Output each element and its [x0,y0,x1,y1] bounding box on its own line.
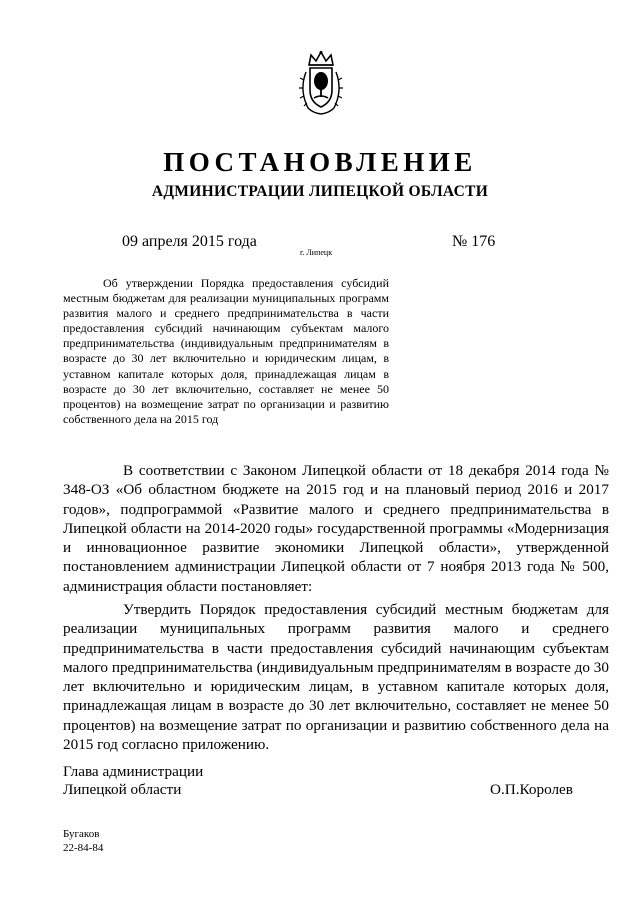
body-paragraph-2: Утвердить Порядок предоставления субсидий местным бюджетам для реализации муниципальных программ развития малого и среднего предпринимательства в части предоставления субсидий начинающим субъектам малого предпринимательства (индивидуальным предпринимателям в возрасте до 30 лет включительно и юридическим лицам, в уставном капитале которых доля, принадлежащая лицам в возрасте до 30 лет включительно, составляет не менее 50 процентов) на возмещение затрат по организации и развитию собственного дела на 2015 год согласно приложению. [63,601,609,754]
coat-of-arms-icon [297,50,345,116]
signature-position-line1: Глава администрации [63,763,204,780]
document-preamble: Об утверждении Порядка предоставления субсидий местным бюджетам для реализации муниципальных программ развития малого и среднего предпринимательства в части предоставления субсидий начинающим субъектам малого предпринимательства (индивидуальным предпринимателям в возрасте до 30 лет включительно и юридическим лицам, в уставном капитале которых доля, принадлежащая лицам в возрасте до 30 лет включительно, составляет не менее 50 процентов) на возмещение затрат по организации и развитию собственного дела на 2015 год [63,276,389,426]
body-paragraph-1: В соответствии с Законом Липецкой области от 18 декабря 2014 года № 348-ОЗ «Об областном бюджете на 2015 год и на плановый период 2016 и 2017 годов», подпрограммой «Развитие малого и среднего предпринимательства в Липецкой области на 2014-2020 годы» государственной программы «Модернизация и инновационное развитие экономики Липецкой области», утвержденной постановлением администрации Липецкой области от 7 ноября 2013 года № 500, администрация области постановляет: [63,462,609,595]
document-date: 09 апреля 2015 года [122,233,257,250]
signature-position [63,763,203,799]
signature-name: О.П.Королев [490,781,573,798]
document-city: г. Липецк [300,248,333,257]
document-number: № 176 [452,233,496,250]
page-title: ПОСТАНОВЛЕНИЕ [163,147,477,177]
executor-name: Бугаков [63,828,100,840]
page-subtitle: АДМИНИСТРАЦИИ ЛИПЕЦКОЙ ОБЛАСТИ [151,183,489,200]
executor-phone: 22-84-84 [63,842,104,854]
signature-position-line2: Липецкой области [63,781,182,798]
executor-info [63,827,103,855]
